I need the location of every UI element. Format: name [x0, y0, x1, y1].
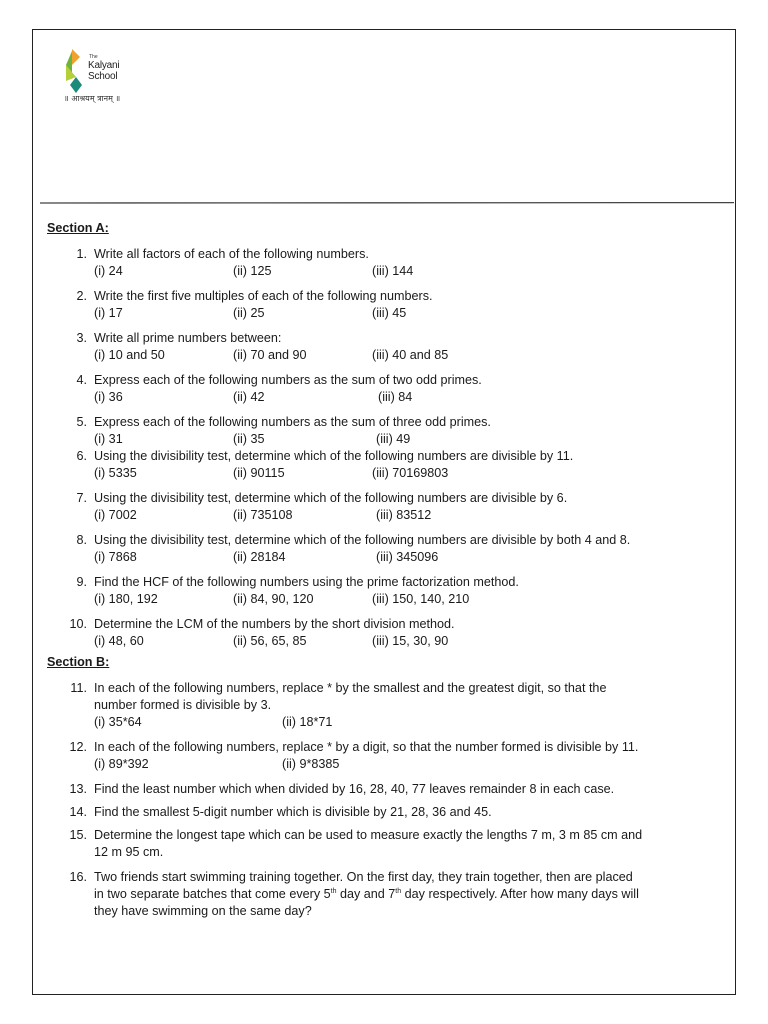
option-2: (ii) 25	[233, 306, 265, 320]
option-1: (i) 35*64	[94, 715, 142, 729]
option-2: (ii) 90115	[233, 466, 285, 480]
question-text-line: Two friends start swimming training together. On the first day, they train together, then are placed	[94, 870, 633, 884]
question-number: 1.	[76, 247, 87, 261]
question-9	[47, 574, 707, 608]
question-12	[47, 739, 707, 773]
options-row	[94, 591, 707, 608]
option-1: (i) 24	[94, 264, 123, 278]
header-divider	[40, 202, 734, 204]
question-number: 15.	[69, 828, 87, 842]
options-row	[94, 549, 707, 566]
section-b-title: Section B:	[47, 655, 110, 669]
logo-name	[88, 60, 119, 82]
ordinal-suffix: th	[395, 887, 402, 895]
option-2: (ii) 84, 90, 120	[233, 592, 314, 606]
question-text: Using the divisibility test, determine which of the following numbers are divisible by 11.	[94, 449, 574, 463]
option-1: (i) 17	[94, 306, 123, 320]
section-b-questions	[47, 680, 707, 920]
option-3: (iii) 150, 140, 210	[372, 592, 470, 606]
question-number: 14.	[69, 805, 87, 819]
option-1: (i) 48, 60	[94, 634, 144, 648]
options-row	[94, 633, 707, 650]
question-number: 2.	[76, 289, 87, 303]
question-1	[47, 246, 707, 280]
options-row	[94, 347, 707, 364]
question-text: Write all factors of each of the following numbers.	[94, 247, 369, 261]
logo-small-text: The	[89, 54, 98, 60]
question-6	[47, 448, 707, 482]
question-5	[47, 414, 707, 448]
option-1: (i) 5335	[94, 466, 137, 480]
option-1: (i) 31	[94, 432, 123, 446]
question-text-line: Find the smallest 5-digit number which is divisible by 21, 28, 36 and 45.	[94, 805, 492, 819]
question-14	[47, 804, 707, 821]
question-text: Express each of the following numbers as the sum of two odd primes.	[94, 373, 482, 387]
option-2: (ii) 125	[233, 264, 272, 278]
options-row	[94, 305, 707, 322]
question-number: 10.	[69, 617, 87, 631]
question-number: 8.	[76, 533, 87, 547]
option-3: (iii) 144	[372, 264, 414, 278]
question-number: 16.	[69, 870, 87, 884]
option-2: (ii) 735108	[233, 508, 293, 522]
question-number: 7.	[76, 491, 87, 505]
question-text-line: 12 m 95 cm.	[94, 845, 164, 859]
question-10	[47, 616, 707, 650]
option-3: (iii) 84	[378, 390, 413, 404]
question-number: 9.	[76, 575, 87, 589]
question-number: 5.	[76, 415, 87, 429]
option-2: (ii) 70 and 90	[233, 348, 307, 362]
question-11	[47, 680, 707, 731]
question-number: 13.	[69, 782, 87, 796]
option-2: (ii) 42	[233, 390, 265, 404]
options-row	[94, 263, 707, 280]
option-1: (i) 7868	[94, 550, 137, 564]
question-text-line: In each of the following numbers, replace * by the smallest and the greatest digit, so that the	[94, 681, 607, 695]
option-3: (iii) 345096	[376, 550, 439, 564]
question-number: 3.	[76, 331, 87, 345]
option-1: (i) 7002	[94, 508, 137, 522]
options-row	[94, 465, 707, 482]
section-a-questions	[47, 246, 707, 650]
option-2: (ii) 28184	[233, 550, 286, 564]
logo-line-1: Kalyani	[88, 60, 120, 71]
school-motto: ॥ आश्रयम् त्रानम् ॥	[64, 94, 121, 103]
worksheet-content	[47, 220, 707, 920]
question-text-line: they have swimming on the same day?	[94, 904, 312, 918]
question-8	[47, 532, 707, 566]
question-text: Using the divisibility test, determine which of the following numbers are divisible by both 4 and 8.	[94, 533, 631, 547]
question-2	[47, 288, 707, 322]
option-1: (i) 89*392	[94, 757, 149, 771]
option-2: (ii) 9*8385	[282, 757, 340, 771]
text-segment: in two separate batches that come every 5	[94, 887, 331, 901]
question-13	[47, 781, 707, 798]
question-text-line: Find the least number which when divided by 16, 28, 40, 77 leaves remainder 8 in each case.	[94, 782, 615, 796]
question-text: Express each of the following numbers as the sum of three odd primes.	[94, 415, 491, 429]
option-2: (ii) 18*71	[282, 715, 333, 729]
question-number: 11.	[70, 681, 87, 695]
question-number: 6.	[76, 449, 87, 463]
question-15	[47, 827, 707, 861]
option-3: (iii) 83512	[376, 508, 432, 522]
question-number: 12.	[69, 740, 87, 754]
options-row	[94, 431, 707, 448]
option-3: (iii) 49	[376, 432, 411, 446]
question-number: 4.	[76, 373, 87, 387]
option-3: (iii) 15, 30, 90	[372, 634, 449, 648]
option-1: (i) 180, 192	[94, 592, 158, 606]
option-3: (iii) 70169803	[372, 466, 449, 480]
option-2: (ii) 35	[233, 432, 265, 446]
question-text: Write the first five multiples of each of the following numbers.	[94, 289, 433, 303]
text-segment: day and 7	[336, 887, 396, 901]
text-segment: day respectively. After how many days will	[401, 887, 639, 901]
kalyani-logo-icon	[62, 47, 86, 93]
question-text: Find the HCF of the following numbers using the prime factorization method.	[94, 575, 519, 589]
question-text: Determine the LCM of the numbers by the short division method.	[94, 617, 455, 631]
question-text-line: In each of the following numbers, replace * by a digit, so that the number formed is divisible by 11.	[94, 740, 639, 754]
question-4	[47, 372, 707, 406]
option-2: (ii) 56, 65, 85	[233, 634, 307, 648]
options-row	[94, 389, 707, 406]
question-text-line: Determine the longest tape which can be used to measure exactly the lengths 7 m, 3 m 85 cm and	[94, 828, 643, 842]
section-a-title: Section A:	[47, 221, 109, 235]
question-3	[47, 330, 707, 364]
options-row	[94, 756, 707, 773]
options-row	[94, 507, 707, 524]
logo-line-2: School	[88, 71, 118, 82]
question-text: Write all prime numbers between:	[94, 331, 282, 345]
option-1: (i) 10 and 50	[94, 348, 165, 362]
option-3: (iii) 40 and 85	[372, 348, 449, 362]
question-text-line: number formed is divisible by 3.	[94, 698, 272, 712]
question-text: Using the divisibility test, determine which of the following numbers are divisible by 6.	[94, 491, 568, 505]
ordinal-suffix: th	[330, 887, 337, 895]
question-text-line	[94, 886, 707, 903]
options-row	[94, 714, 707, 731]
option-3: (iii) 45	[372, 306, 407, 320]
question-7	[47, 490, 707, 524]
option-1: (i) 36	[94, 390, 123, 404]
question-16	[47, 869, 707, 920]
